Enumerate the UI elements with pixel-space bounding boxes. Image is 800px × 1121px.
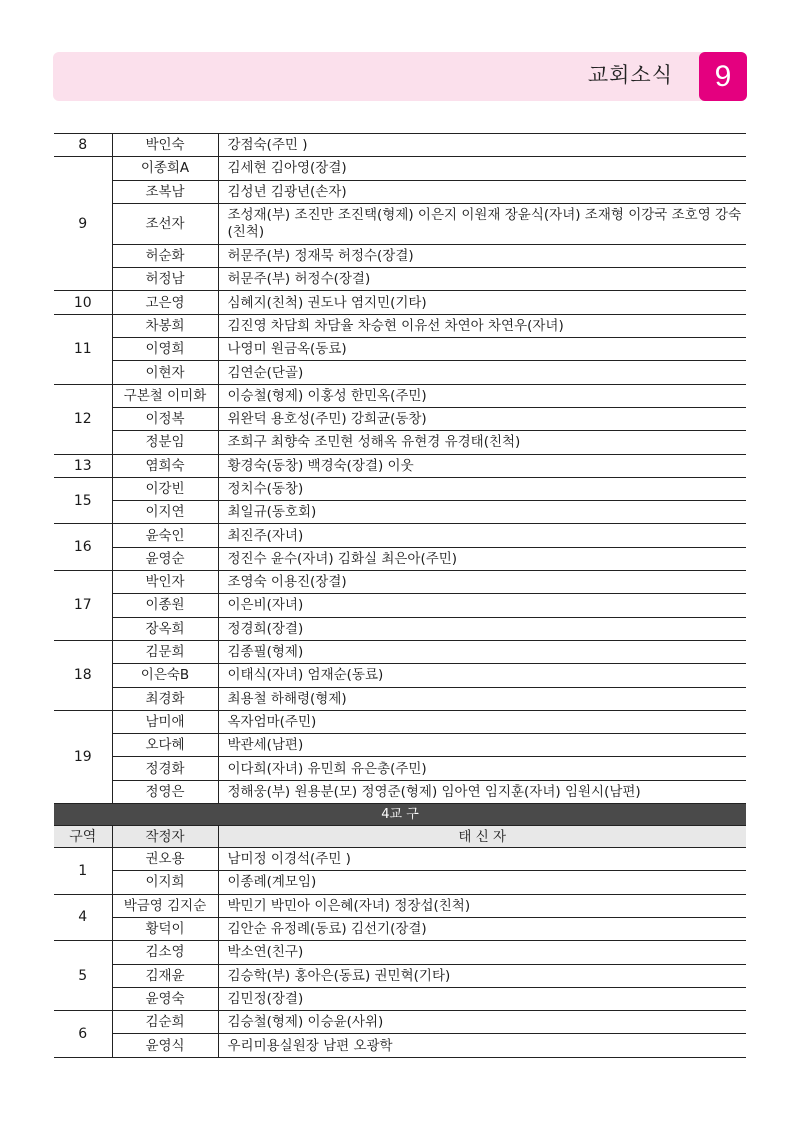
prospect-list: 이다희(자녀) 유민희 유은총(주민)	[218, 757, 746, 780]
table-row	[54, 941, 746, 964]
table-row	[54, 571, 746, 594]
writer-name: 이현자	[112, 361, 218, 384]
writer-name: 이강빈	[112, 477, 218, 500]
prospect-list: 정치수(동창)	[218, 477, 746, 500]
table-row	[54, 780, 746, 803]
table-row	[54, 244, 746, 267]
table-row	[54, 687, 746, 710]
prospect-list: 김진영 차담희 차담율 차승현 이유선 차연아 차연우(자녀)	[218, 314, 746, 337]
prospect-list: 김승철(형제) 이승윤(사위)	[218, 1011, 746, 1034]
writer-name: 정분임	[112, 431, 218, 454]
prospect-roster-table	[54, 133, 746, 1058]
prospect-list: 조영숙 이용진(장결)	[218, 571, 746, 594]
zone-number: 15	[54, 477, 112, 524]
prospect-list: 옥자엄마(주민)	[218, 710, 746, 733]
table-row	[54, 894, 746, 917]
prospect-list: 나영미 원금옥(동료)	[218, 338, 746, 361]
writer-name: 정영은	[112, 780, 218, 803]
prospect-list: 심혜지(친척) 권도나 염지민(기타)	[218, 291, 746, 314]
table-row	[54, 268, 746, 291]
table-row	[54, 501, 746, 524]
zone-number: 10	[54, 291, 112, 314]
prospect-list: 이종례(계모임)	[218, 871, 746, 894]
prospect-list: 김승학(부) 홍아은(동료) 권민혁(기타)	[218, 964, 746, 987]
table-row	[54, 710, 746, 733]
section-bar	[54, 804, 746, 826]
prospect-list: 김안순 유정례(동료) 김선기(장결)	[218, 917, 746, 940]
writer-name: 이은숙B	[112, 664, 218, 687]
header-list: 태 신 자	[218, 826, 746, 848]
table-row	[54, 157, 746, 180]
writer-name: 조선자	[112, 203, 218, 244]
prospect-list: 정해웅(부) 원용분(모) 정영준(형제) 임아연 임지훈(자녀) 임원시(남편)	[218, 780, 746, 803]
header-zone: 구역	[54, 826, 112, 848]
table-row	[54, 454, 746, 477]
writer-name: 오다혜	[112, 734, 218, 757]
writer-name: 김재윤	[112, 964, 218, 987]
prospect-list: 우리미용실원장 남편 오광학	[218, 1034, 746, 1057]
table-row	[54, 640, 746, 663]
table-row	[54, 757, 746, 780]
table-row	[54, 384, 746, 407]
prospect-list: 김연순(단골)	[218, 361, 746, 384]
prospect-list: 조성재(부) 조진만 조진택(형제) 이은지 이원재 장윤식(자녀) 조재형 이강국 조호영 강숙(친척)	[218, 203, 746, 244]
table-row	[54, 594, 746, 617]
page-number-badge: 9	[699, 52, 747, 101]
zone-number: 5	[54, 941, 112, 1011]
writer-name: 김순희	[112, 1011, 218, 1034]
prospect-list: 김종필(형제)	[218, 640, 746, 663]
writer-name: 구본철 이미화	[112, 384, 218, 407]
table-row	[54, 338, 746, 361]
prospect-list: 이태식(자녀) 엄재순(동료)	[218, 664, 746, 687]
table-row	[54, 547, 746, 570]
writer-name: 박인자	[112, 571, 218, 594]
writer-name: 조복남	[112, 180, 218, 203]
writer-name: 정경화	[112, 757, 218, 780]
prospect-list: 최일규(동호회)	[218, 501, 746, 524]
prospect-list: 정진수 윤수(자녀) 김화실 최은아(주민)	[218, 547, 746, 570]
writer-name: 윤영식	[112, 1034, 218, 1057]
zone-number: 1	[54, 848, 112, 895]
table-row	[54, 871, 746, 894]
prospect-list: 김민정(장결)	[218, 987, 746, 1010]
writer-name: 박금영 김지순	[112, 894, 218, 917]
writer-name: 이종원	[112, 594, 218, 617]
header-writer: 작정자	[112, 826, 218, 848]
writer-name: 차봉희	[112, 314, 218, 337]
prospect-list: 박민기 박민아 이은혜(자녀) 정장섭(친척)	[218, 894, 746, 917]
prospect-list: 이은비(자녀)	[218, 594, 746, 617]
table-row	[54, 203, 746, 244]
writer-name: 고은영	[112, 291, 218, 314]
table-row	[54, 361, 746, 384]
table-row	[54, 314, 746, 337]
column-header-row	[54, 826, 746, 848]
writer-name: 권오용	[112, 848, 218, 871]
writer-name: 이지연	[112, 501, 218, 524]
zone-number: 6	[54, 1011, 112, 1058]
prospect-list: 위완덕 용호성(주민) 강희균(동창)	[218, 407, 746, 430]
table-row	[54, 617, 746, 640]
zone-number: 16	[54, 524, 112, 571]
zone-number: 11	[54, 314, 112, 384]
table-row	[54, 291, 746, 314]
prospect-list: 조희구 최향숙 조민현 성해옥 유현경 유경태(친척)	[218, 431, 746, 454]
table-row	[54, 477, 746, 500]
writer-name: 장옥희	[112, 617, 218, 640]
table-row	[54, 180, 746, 203]
prospect-list: 황경숙(동창) 백경숙(장결) 이웃	[218, 454, 746, 477]
table-row	[54, 964, 746, 987]
table-row	[54, 848, 746, 871]
prospect-list: 강점숙(주민 )	[218, 134, 746, 157]
writer-name: 최경화	[112, 687, 218, 710]
prospect-list: 김성년 김광년(손자)	[218, 180, 746, 203]
prospect-list: 박관세(남편)	[218, 734, 746, 757]
zone-number: 8	[54, 134, 112, 157]
writer-name: 남미애	[112, 710, 218, 733]
prospect-list: 허문주(부) 정재묵 허정수(장결)	[218, 244, 746, 267]
zone-number: 18	[54, 640, 112, 710]
section-title: 교회소식	[587, 63, 673, 87]
zone-number: 17	[54, 571, 112, 641]
prospect-list: 남미정 이경석(주민 )	[218, 848, 746, 871]
writer-name: 이영희	[112, 338, 218, 361]
writer-name: 이종희A	[112, 157, 218, 180]
zone-number: 19	[54, 710, 112, 803]
table-row	[54, 664, 746, 687]
table-row	[54, 734, 746, 757]
zone-number: 13	[54, 454, 112, 477]
writer-name: 윤영숙	[112, 987, 218, 1010]
prospect-list: 허문주(부) 허정수(장결)	[218, 268, 746, 291]
table-row	[54, 917, 746, 940]
writer-name: 염희숙	[112, 454, 218, 477]
writer-name: 허순화	[112, 244, 218, 267]
table-row	[54, 987, 746, 1010]
prospect-list: 이승철(형제) 이홍성 한민옥(주민)	[218, 384, 746, 407]
table-row	[54, 524, 746, 547]
writer-name: 김소영	[112, 941, 218, 964]
writer-name: 박인숙	[112, 134, 218, 157]
prospect-list: 박소연(친구)	[218, 941, 746, 964]
table-row	[54, 134, 746, 157]
prospect-list: 김세현 김아영(장결)	[218, 157, 746, 180]
table-row	[54, 1034, 746, 1057]
prospect-list: 정경희(장결)	[218, 617, 746, 640]
prospect-list: 최진주(자녀)	[218, 524, 746, 547]
writer-name: 황덕이	[112, 917, 218, 940]
table-row	[54, 407, 746, 430]
zone-number: 4	[54, 894, 112, 941]
writer-name: 윤숙인	[112, 524, 218, 547]
zone-number: 12	[54, 384, 112, 454]
table-row	[54, 1011, 746, 1034]
writer-name: 이정복	[112, 407, 218, 430]
writer-name: 윤영순	[112, 547, 218, 570]
writer-name: 허정남	[112, 268, 218, 291]
writer-name: 김문희	[112, 640, 218, 663]
prospect-list: 최용철 하해령(형제)	[218, 687, 746, 710]
section-label: 4교 구	[54, 804, 746, 826]
table-row	[54, 431, 746, 454]
zone-number: 9	[54, 157, 112, 291]
writer-name: 이지희	[112, 871, 218, 894]
page-header	[53, 52, 747, 101]
